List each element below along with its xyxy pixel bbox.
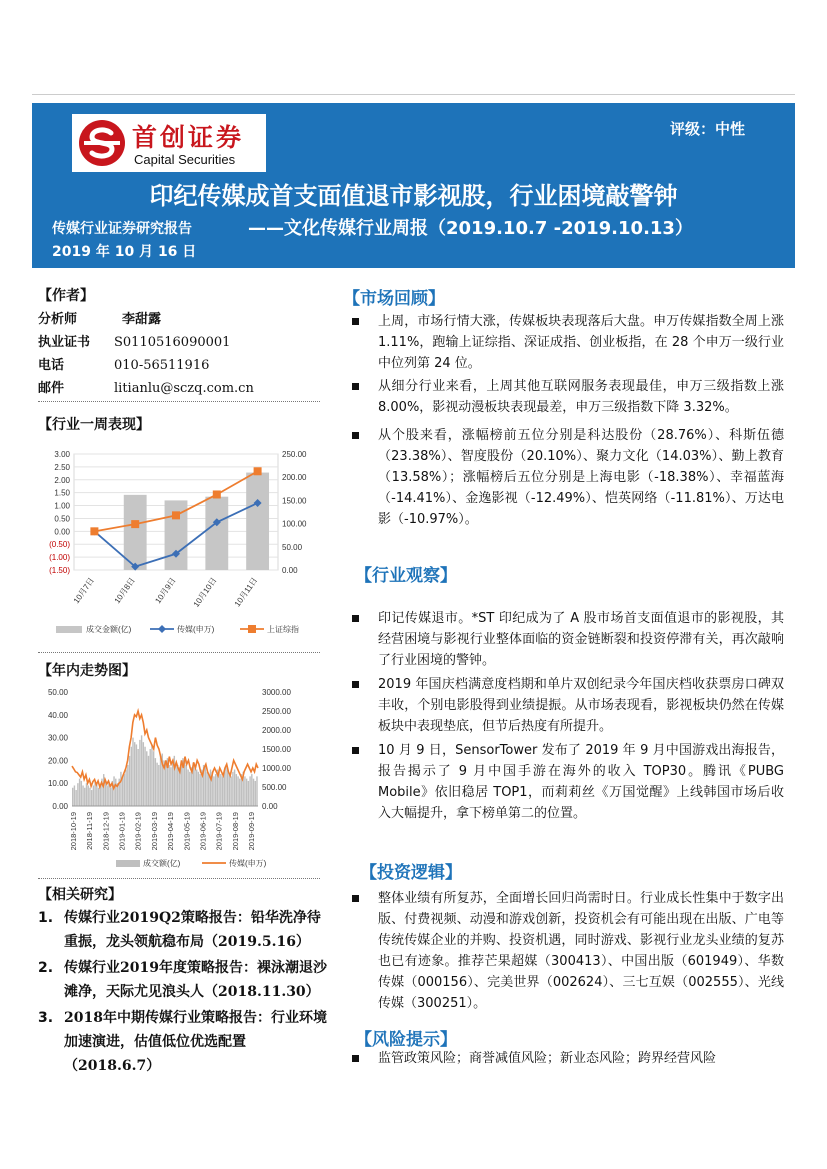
y-left-tick-label: 40.00 <box>47 710 68 720</box>
legend-label: 传媒(申万) <box>229 859 267 868</box>
y-left-tick-label: 0.50 <box>54 514 70 524</box>
bullet-square-icon <box>352 615 359 622</box>
x-tick-label: 2019-03-19 <box>149 812 159 851</box>
phone-number: 010-56511916 <box>114 358 210 373</box>
bar-turnover <box>86 783 87 806</box>
bar-turnover <box>206 772 207 806</box>
bar-turnover <box>139 740 140 806</box>
bullet-square-icon <box>352 747 359 754</box>
bar-turnover <box>148 756 149 806</box>
bar-turnover <box>151 744 152 806</box>
x-tick-label: 2019-09-19 <box>247 812 256 851</box>
legend-label: 成交金额(亿) <box>86 625 132 634</box>
report-title: 印纪传媒成首支面值退市影视股，行业困境敲警钟 <box>149 182 678 210</box>
bar-turnover <box>124 774 125 806</box>
market-bullet <box>352 376 784 418</box>
bar-turnover <box>74 785 75 806</box>
bar-turnover <box>81 781 82 806</box>
bar-turnover <box>141 735 142 806</box>
section-divider <box>38 401 320 402</box>
bar-turnover <box>225 767 226 806</box>
section-divider <box>38 878 320 879</box>
bar-turnover <box>165 763 166 806</box>
risk-heading: 【风险提示】 <box>355 1030 457 1050</box>
bar-turnover <box>220 774 221 806</box>
bar-turnover <box>229 774 230 806</box>
x-tick-label: 2019-02-19 <box>133 812 143 851</box>
author-row-phone <box>38 354 209 373</box>
legend-label: 上证综指 <box>267 625 299 634</box>
author-row-cert <box>38 331 230 350</box>
author-row-email <box>38 377 254 396</box>
related-heading: 【相关研究】 <box>38 887 122 903</box>
observe-bullet <box>352 740 784 824</box>
market-heading: 【市场回顾】 <box>343 289 445 309</box>
bar-turnover <box>146 751 147 806</box>
bar-turnover <box>253 779 254 806</box>
bar-turnover <box>110 788 111 806</box>
report-subtitle: ——文化传媒行业周报（2019.10.7 -2019.10.13） <box>248 218 693 239</box>
bar-turnover <box>199 774 200 806</box>
y-left-tick-label: 2.50 <box>54 462 70 472</box>
bar-turnover <box>249 776 250 806</box>
bar-turnover <box>82 785 83 806</box>
y-right-tick-label: 2000.00 <box>262 726 291 735</box>
series-point <box>254 467 262 475</box>
related-item-text: 传媒行业2019Q2策略报告：铅华洗净待重振，龙头领航稳布局（2019.5.16） <box>64 910 321 950</box>
bar-turnover <box>113 776 114 806</box>
y-left-tick-label: 10.00 <box>47 779 68 789</box>
author-row-analyst <box>38 308 161 327</box>
legend-swatch-marker <box>158 625 166 633</box>
y-left-tick-label: 50.00 <box>47 688 68 697</box>
bullet-square-icon <box>352 681 359 688</box>
bar-turnover <box>239 779 240 806</box>
bar-turnover <box>222 776 223 806</box>
x-tick-label: 2019-08-19 <box>230 812 240 851</box>
bar-turnover <box>120 772 121 806</box>
bar-turnover <box>103 774 104 806</box>
header-rule <box>32 94 795 95</box>
x-tick-label: 2018-10-19 <box>69 812 78 851</box>
email-address[interactable]: litianlu@sczq.com.cn <box>114 381 254 396</box>
authors-heading: 【作者】 <box>38 288 94 304</box>
bar-turnover <box>177 765 178 806</box>
y-left-tick-label: 1.50 <box>54 488 70 498</box>
bar-turnover <box>122 776 123 806</box>
yearly-chart-svg <box>30 684 330 874</box>
cert-number: S0110516090001 <box>114 335 231 350</box>
bar-turnover <box>137 749 138 806</box>
yearly-chart <box>30 684 330 874</box>
related-item[interactable] <box>38 906 328 954</box>
related-item-text: 传媒行业2019年度策略报告：裸泳潮退沙滩净，天际尤见浪头人（2018.11.30） <box>64 960 327 1000</box>
y-right-tick-label: 200.00 <box>282 473 307 483</box>
bar-turnover <box>132 738 133 806</box>
bar-turnover <box>127 765 128 806</box>
y-left-tick-label: (1.50) <box>49 566 70 575</box>
bar-turnover <box>106 785 107 806</box>
series-point <box>131 520 139 528</box>
section-divider <box>38 652 320 653</box>
observe-bullet-text: 印记传媒退市。*ST 印纪成为了 A 股市场首支面值退市的影视股，其经营困境与影视行业整体面临的资金链断裂和投资停滞有关，再次敲响了行业困境的警钟。 <box>378 611 784 668</box>
x-tick-label: 2019-01-19 <box>117 812 127 851</box>
bar-turnover <box>72 788 73 806</box>
invest-bullet-text: 整体业绩有所复苏，全面增长回归尚需时日。行业成长性集中于数字出版、付费视频、动漫和游戏创新，投资机会有可能出现在出版、广电等传统传媒企业的并购、投资机遇，同时游戏、影视行业龙头业绩的复苏也已有迹象。推荐芒果超媒（300413）、中国出版（601949）、华数传媒（000156）、完美世界（002624）、三七互娱（002555）、光线传媒（300251）。 <box>378 891 784 1011</box>
x-tick-label: 10月7日 <box>71 575 97 606</box>
invest-heading: 【投资逻辑】 <box>360 863 462 883</box>
bar-turnover <box>230 776 231 806</box>
company-logo <box>72 114 266 172</box>
bullet-square-icon <box>352 318 359 325</box>
bar-turnover <box>84 788 85 806</box>
y-right-tick-label: 0.00 <box>262 802 278 811</box>
market-bullet <box>352 425 784 530</box>
email-label: 邮件 <box>38 381 65 396</box>
legend-swatch-bar <box>56 626 82 633</box>
bullet-square-icon <box>352 432 359 439</box>
risk-bullet <box>352 1048 784 1069</box>
market-bullet-text: 从细分行业来看，上周其他互联网服务表现最佳，申万三级指数上涨 8.00%，影视动漫板块表现最差，申万三级指数下降 3.32%。 <box>378 379 784 415</box>
bar-turnover <box>246 473 269 570</box>
company-logo-emblem-icon <box>78 119 126 167</box>
observe-bullet <box>352 608 784 671</box>
bullet-square-icon <box>352 895 359 902</box>
x-tick-label: 2019-05-19 <box>182 812 192 851</box>
series-point <box>90 527 98 535</box>
x-tick-label: 2019-06-19 <box>198 812 208 851</box>
bar-turnover <box>194 765 195 806</box>
bar-turnover <box>168 765 169 806</box>
bar-turnover <box>198 772 199 806</box>
bar-turnover <box>227 770 228 806</box>
observe-bullet-text: 10 月 9 日，SensorTower 发布了 2019 年 9 月中国游戏出海报告，报告揭示了 9 月中国手游在海外的收入 TOP30。腾讯《PUBG Mobile》依旧稳居 TOP1，而莉莉丝《万国觉醒》上线韩国市场后收入大幅提升，拿下榜单第二的位置。 <box>378 743 784 821</box>
legend-label: 传媒(申万) <box>177 625 215 634</box>
bar-turnover <box>77 783 78 806</box>
observe-heading: 【行业观察】 <box>355 566 457 586</box>
related-item[interactable] <box>38 1006 328 1078</box>
bar-turnover <box>205 767 206 806</box>
bar-turnover <box>75 790 76 806</box>
bar-turnover <box>213 776 214 806</box>
bar-turnover <box>187 770 188 806</box>
bar-turnover <box>160 756 161 806</box>
weekly-heading: 【行业一周表现】 <box>38 417 150 433</box>
phone-label: 电话 <box>38 358 65 373</box>
related-item[interactable] <box>38 956 328 1004</box>
y-left-tick-label: 3.00 <box>54 450 70 459</box>
bar-turnover <box>236 774 237 806</box>
bar-turnover <box>189 772 190 806</box>
bar-turnover <box>91 790 92 806</box>
cert-label: 执业证书 <box>38 335 91 350</box>
y-right-tick-label: 1500.00 <box>262 745 291 754</box>
related-item-number: 2. <box>38 960 54 976</box>
y-right-tick-label: 100.00 <box>282 519 307 529</box>
y-right-tick-label: 150.00 <box>282 496 307 506</box>
bar-turnover <box>170 767 171 806</box>
y-left-tick-label: (0.50) <box>49 540 70 550</box>
related-item-number: 1. <box>38 910 54 926</box>
y-right-tick-label: 0.00 <box>282 566 298 575</box>
company-logo-en: Capital Securities <box>134 152 236 167</box>
bar-turnover <box>256 776 257 806</box>
bar-turnover <box>172 760 173 806</box>
company-logo-cn: 首创证券 <box>132 123 245 152</box>
bar-turnover <box>134 742 135 806</box>
x-tick-label: 2019-07-19 <box>214 812 224 851</box>
analyst-label: 分析师 <box>38 312 78 327</box>
y-left-tick-label: 0.00 <box>52 802 68 811</box>
bar-turnover <box>144 747 145 806</box>
bar-turnover <box>186 765 187 806</box>
x-tick-label: 10月10日 <box>191 575 219 609</box>
y-right-tick-label: 1000.00 <box>262 764 291 773</box>
bar-turnover <box>150 749 151 806</box>
bar-turnover <box>93 785 94 806</box>
bar-turnover <box>153 751 154 806</box>
bar-turnover <box>224 772 225 806</box>
bar-turnover <box>143 742 144 806</box>
x-tick-label: 10月8日 <box>112 575 137 606</box>
bar-turnover <box>158 765 159 806</box>
analyst-name: 李甜露 <box>122 312 162 327</box>
observe-bullet <box>352 674 784 737</box>
y-left-tick-label: 30.00 <box>47 733 68 743</box>
y-left-tick-label: 20.00 <box>47 756 68 766</box>
y-right-tick-label: 3000.00 <box>262 688 291 697</box>
x-tick-label: 2018-11-19 <box>85 812 95 850</box>
weekly-chart <box>30 442 330 647</box>
bar-turnover <box>136 744 137 806</box>
bar-turnover <box>237 776 238 806</box>
bar-turnover <box>108 783 109 806</box>
bar-turnover <box>218 772 219 806</box>
x-tick-label: 10月11日 <box>232 575 260 609</box>
bar-turnover <box>79 779 80 806</box>
x-tick-label: 10月9日 <box>153 575 178 606</box>
bar-turnover <box>205 497 228 570</box>
y-right-tick-label: 250.00 <box>282 450 307 459</box>
report-type: 传媒行业证券研究报告 <box>52 221 192 237</box>
bar-turnover <box>88 785 89 806</box>
observe-bullet-text: 2019 年国庆档满意度档期和单片双创纪录今年国庆档收获票房口碑双丰收，个别电影股得到业绩提振。从市场表现看，影视板块仍然在传媒板块中表现垫底，但节后热度有所提升。 <box>378 677 784 734</box>
y-right-tick-label: 500.00 <box>262 783 287 792</box>
x-tick-label: 2019-04-19 <box>166 812 176 851</box>
market-bullet-text: 上周，市场行情大涨，传媒板块表现落后大盘。申万传媒指数全周上涨 1.11%，跑输上证综指、深证成指、创业板指，在 28 个申万一级行业中位列第 24 位。 <box>378 314 784 371</box>
rating-label: 评级：中性 <box>670 120 746 138</box>
bar-turnover <box>244 776 245 806</box>
bar-turnover <box>125 770 126 806</box>
bar-turnover <box>208 774 209 806</box>
bar-turnover <box>232 772 233 806</box>
bar-turnover <box>234 770 235 806</box>
bar-turnover <box>175 763 176 806</box>
bar-turnover <box>255 781 256 806</box>
legend-swatch-marker <box>248 625 256 633</box>
x-tick-label: 2018-12-19 <box>101 812 111 851</box>
market-bullet-text: 从个股来看，涨幅榜前五位分别是科达股份（28.76%）、科斯伍德（23.38%）、智度股份（20.10%）、聚力文化（14.03%）、勤上教育（13.58%）；涨幅榜后五位分别是上海电影（-18.38%）、幸福蓝海（-14.41%）、金逸影视（-12.49%）、恺英网络（-11.81%）、万达电影（-10.97%）。 <box>378 428 784 527</box>
legend-label: 成交额(亿) <box>143 859 181 868</box>
bar-turnover <box>115 779 116 806</box>
risk-bullet-text: 监管政策风险；商誉减值风险；新业态风险；跨界经营风险 <box>378 1051 717 1066</box>
related-item-number: 3. <box>38 1010 54 1026</box>
bullet-square-icon <box>352 1055 359 1062</box>
yearly-heading: 【年内走势图】 <box>38 663 136 679</box>
bar-turnover <box>155 758 156 806</box>
bar-turnover <box>210 770 211 806</box>
series-point <box>213 490 221 498</box>
legend-swatch-bar <box>116 860 140 867</box>
y-right-tick-label: 50.00 <box>282 542 303 552</box>
report-date: 2019 年 10 月 16 日 <box>52 244 197 260</box>
y-left-tick-label: 1.00 <box>54 501 70 511</box>
series-point <box>172 511 180 519</box>
market-bullet <box>352 311 784 374</box>
bar-turnover <box>156 763 157 806</box>
bar-turnover <box>105 781 106 806</box>
bar-turnover <box>248 781 249 806</box>
related-item-text: 2018年中期传媒行业策略报告：行业环境加速演进，估值低位优选配置（2018.6.7） <box>64 1010 327 1074</box>
y-left-tick-label: (1.00) <box>49 553 70 563</box>
y-right-tick-label: 2500.00 <box>262 707 291 716</box>
bar-turnover <box>215 774 216 806</box>
bar-turnover <box>131 747 132 806</box>
bullet-square-icon <box>352 383 359 390</box>
bar-turnover <box>98 788 99 806</box>
bar-turnover <box>246 779 247 806</box>
bar-turnover <box>129 756 130 806</box>
invest-bullet <box>352 888 784 1014</box>
bar-turnover <box>251 774 252 806</box>
y-left-tick-label: 0.00 <box>54 527 70 537</box>
y-left-tick-label: 2.00 <box>54 475 70 485</box>
weekly-chart-svg <box>30 442 330 647</box>
bar-turnover <box>89 788 90 806</box>
bar-turnover <box>196 770 197 806</box>
related-list <box>38 906 328 1080</box>
